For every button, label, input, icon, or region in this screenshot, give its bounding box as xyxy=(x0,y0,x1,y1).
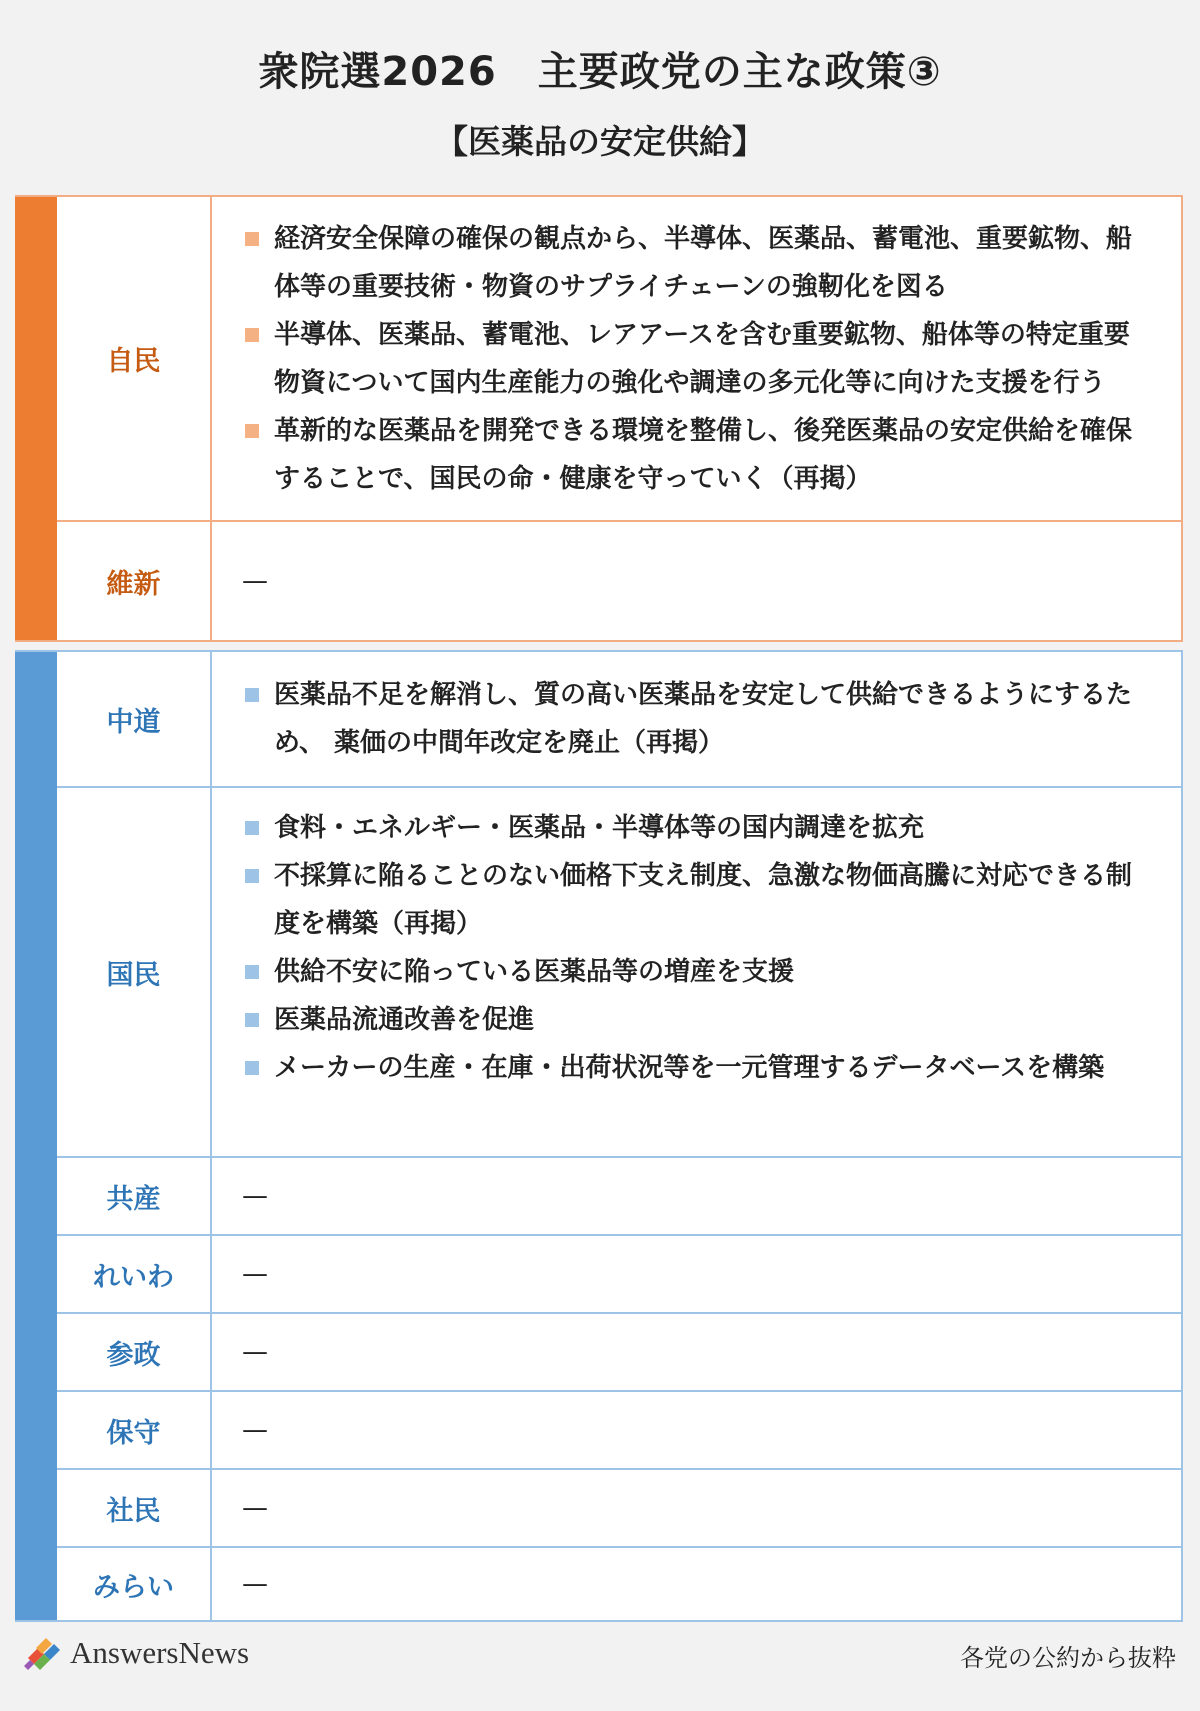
party-name: 維新 xyxy=(57,522,212,640)
policy-content xyxy=(212,788,1181,1156)
party-name: 共産 xyxy=(57,1158,212,1234)
policy-list xyxy=(242,804,1141,1092)
party-row-sansei xyxy=(57,1312,1181,1390)
party-row-shamin xyxy=(57,1468,1181,1546)
no-policy-dash: — xyxy=(242,566,268,596)
group-color-bar xyxy=(15,652,57,1620)
policy-list xyxy=(242,215,1141,503)
logo-mark-icon xyxy=(24,1636,64,1670)
party-name: 国民 xyxy=(57,788,212,1156)
party-row-kyosan xyxy=(57,1156,1181,1234)
party-name: 参政 xyxy=(57,1314,212,1390)
party-name: れいわ xyxy=(57,1236,212,1312)
policy-content xyxy=(212,1392,1181,1468)
party-row-kokumin xyxy=(57,786,1181,1156)
policy-content xyxy=(212,1314,1181,1390)
party-group-opposition xyxy=(15,650,1183,1622)
party-row-ishin xyxy=(57,520,1181,640)
party-name: 中道 xyxy=(57,652,212,786)
party-row-reiwa xyxy=(57,1234,1181,1312)
party-name: 保守 xyxy=(57,1392,212,1468)
policy-content xyxy=(212,652,1181,786)
party-name: 社民 xyxy=(57,1470,212,1546)
party-row-hoshu xyxy=(57,1390,1181,1468)
page-title: 衆院選2026 主要政党の主な政策③ xyxy=(258,49,942,95)
no-policy-dash: — xyxy=(242,1415,268,1445)
party-name: みらい xyxy=(57,1548,212,1620)
page-subtitle: 【医薬品の安定供給】 xyxy=(435,122,765,161)
policy-content xyxy=(212,1158,1181,1234)
answersnews-logo xyxy=(24,1633,249,1673)
policy-item: メーカーの生産・在庫・出荷状況等を一元管理するデータベースを構築 xyxy=(242,1044,1141,1092)
policy-item: 医薬品流通改善を促進 xyxy=(242,996,1141,1044)
no-policy-dash: — xyxy=(242,1493,268,1523)
party-row-jimin xyxy=(57,197,1181,520)
policy-content xyxy=(212,1548,1181,1620)
policy-item: 経済安全保障の確保の観点から、半導体、医薬品、蓄電池、重要鉱物、船体等の重要技術・物資のサプライチェーンの強靭化を図る xyxy=(242,215,1141,311)
policy-item: 革新的な医薬品を開発できる環境を整備し、後発医薬品の安定供給を確保することで、国民の命・健康を守っていく（再掲） xyxy=(242,407,1141,503)
logo-text: AnswersNews xyxy=(70,1635,250,1670)
policy-item: 不採算に陥ることのない価格下支え制度、急激な物価高騰に対応できる制度を構築（再掲） xyxy=(242,852,1141,948)
party-row-chudo xyxy=(57,652,1181,786)
no-policy-dash: — xyxy=(242,1181,268,1211)
no-policy-dash: — xyxy=(242,1569,268,1599)
policy-content xyxy=(212,522,1181,640)
party-name: 自民 xyxy=(57,197,212,520)
party-group-ruling xyxy=(15,195,1183,642)
source-note: 各党の公約から抜粋 xyxy=(960,1644,1176,1672)
party-row-mirai xyxy=(57,1546,1181,1620)
policy-content xyxy=(212,197,1181,520)
policy-item: 医薬品不足を解消し、質の高い医薬品を安定して供給できるようにするため、 薬価の中間年改定を廃止（再掲） xyxy=(242,671,1141,767)
no-policy-dash: — xyxy=(242,1337,268,1367)
policy-item: 供給不安に陥っている医薬品等の増産を支援 xyxy=(242,948,1141,996)
no-policy-dash: — xyxy=(242,1259,268,1289)
policy-list xyxy=(242,671,1141,767)
policy-item: 半導体、医薬品、蓄電池、レアアースを含む重要鉱物、船体等の特定重要物資について国内生産能力の強化や調達の多元化等に向けた支援を行う xyxy=(242,311,1141,407)
policy-item: 食料・エネルギー・医薬品・半導体等の国内調達を拡充 xyxy=(242,804,1141,852)
policy-content xyxy=(212,1470,1181,1546)
policy-content xyxy=(212,1236,1181,1312)
group-color-bar xyxy=(15,197,57,640)
